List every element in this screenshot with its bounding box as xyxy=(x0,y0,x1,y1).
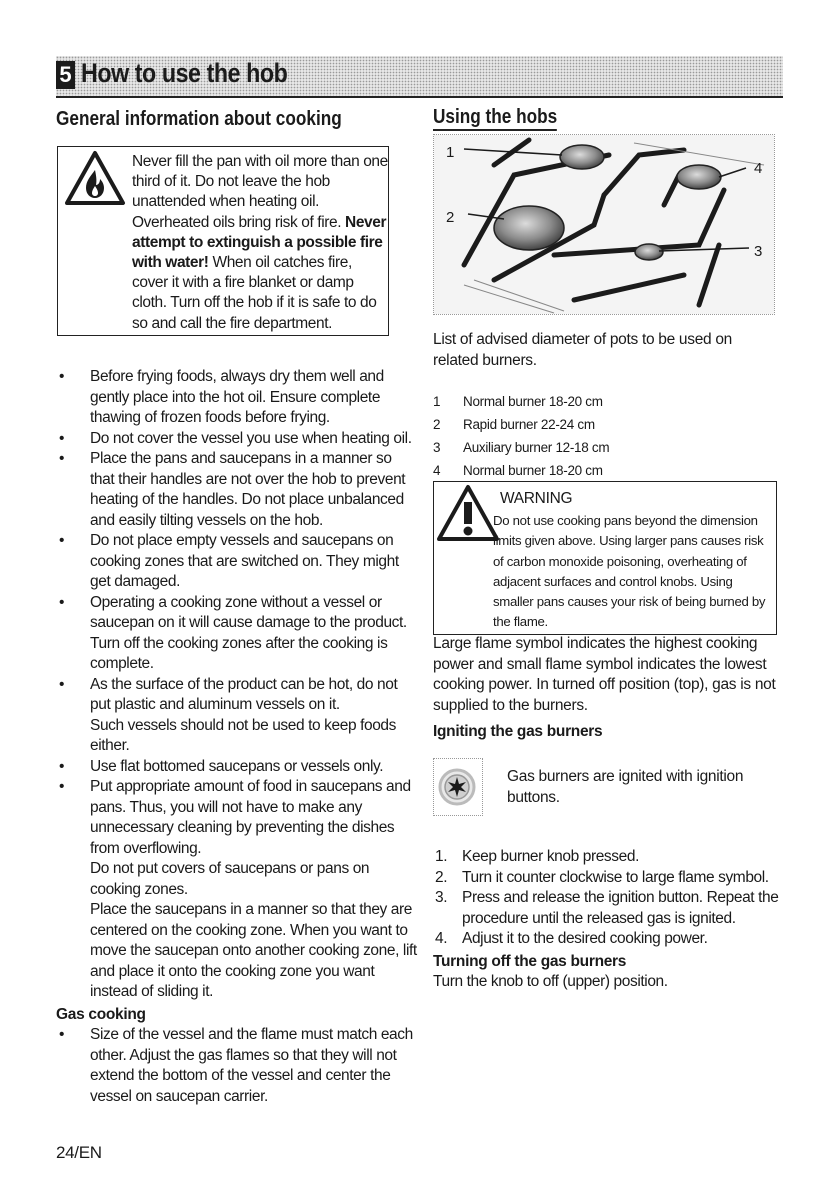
list-item: • Operating a cooking zone without a vessel or saucepan on it will cause damage to the product. Turn off the cooking zones after the cooking is complete. xyxy=(59,593,407,672)
section-title: How to use the hob xyxy=(81,58,288,88)
list-item: 4 Normal burner 18-20 cm xyxy=(433,463,603,478)
figure-label-2: 2 xyxy=(446,209,455,226)
list-item: • Do not cover the vessel you use when heating oil. xyxy=(59,429,412,447)
turning-off-text: Turn the knob to off (upper) position. xyxy=(433,973,668,990)
fire-warning-text-2: When oil catches fire, cover it with a fire blanket or damp cloth. Turn off the hob if it is safe to do so and call the fire department. xyxy=(132,254,377,332)
figure-label-1: 1 xyxy=(446,144,455,161)
warning-icon xyxy=(436,484,500,542)
warning-title: WARNING xyxy=(500,490,573,507)
list-item: • Do not place empty vessels and saucepans on cooking zones that are switched on. They might get damaged. xyxy=(59,532,399,590)
list-item: • Place the pans and saucepans in a manner so that their handles are not over the hob to prevent heating of the handles. Do not place unbalanced and easily tilting vessels on the hob. xyxy=(59,450,406,529)
fire-warning-box xyxy=(57,146,389,336)
list-item: • As the surface of the product can be hot, do not put plastic and aluminum vessels on it. Such vessels should not be used to keep foods either. xyxy=(56,675,418,757)
ignition-button-figure xyxy=(433,758,483,816)
ignition-spark-icon xyxy=(434,759,482,815)
left-bullet-column xyxy=(56,367,418,1107)
list-item: • Before frying foods, always dry them well and gently place into the hot oil. Ensure complete thawing of frozen foods before frying. xyxy=(59,368,384,426)
list-item: • Use flat bottomed saucepans or vessels only. xyxy=(59,757,384,775)
figure-label-4: 4 xyxy=(754,160,763,177)
turning-off-heading: Turning off the gas burners xyxy=(433,952,627,970)
fire-warning-text-1: Never fill the pan with oil more than one third of it. Do not leave the hob unattended when heating oil. Overheated oils bring risk of fire. xyxy=(132,153,388,231)
list-item: 3 Auxiliary burner 12-18 cm xyxy=(433,440,610,455)
gas-cooking-heading: Gas cooking xyxy=(56,1005,146,1023)
figure-label-3: 3 xyxy=(754,243,763,260)
list-item: 4. Adjust it to the desired cooking power. xyxy=(435,930,708,947)
list-item-extra: Such vessels should not be used to keep foods either. xyxy=(90,716,396,754)
list-item: 1 Normal burner 18-20 cm xyxy=(433,394,603,409)
section-number: 5 xyxy=(56,61,75,89)
section-header xyxy=(56,56,783,98)
list-item: • Size of the vessel and the flame must match each other. Adjust the gas flames so that they will not extend the bottom of the vessel and center the vessel on saucepan carrier. xyxy=(59,1026,413,1105)
list-item: 2 Rapid burner 22-24 cm xyxy=(433,417,595,432)
pot-list-intro-block xyxy=(433,330,779,371)
warning-text: Do not use cooking pans beyond the dimension limits given above. Using larger pans causes risk of carbon monoxide poisoning, overheating of adjacent surfaces and control knobs. Using smaller pans causes your risk of being burned by the flame. xyxy=(493,513,766,630)
list-item: 2. Turn it counter clockwise to large flame symbol. xyxy=(435,868,769,886)
list-item: 3. Press and release the ignition button. Repeat the procedure until the released gas is ignited. xyxy=(435,889,779,927)
hob-illustration xyxy=(434,135,774,314)
pot-list-intro: List of advised diameter of pots to be used on related burners. xyxy=(433,331,732,369)
gas-bullet-list xyxy=(56,1025,418,1107)
burner-list xyxy=(433,390,609,482)
list-item-extra: Do not put covers of saucepans or pans on cooking zones. xyxy=(90,860,370,898)
list-item: • Put appropriate amount of food in saucepans and pans. Thus, you will not have to make any unnecessary cleaning by preventing the dishes from overflowing. Do not put covers of saucepans or pans on cooking zones. Place the saucepans in a manner so that they are centered on the cooking zone. When you want to move the saucepan onto another cooking zone, lift and place it onto the cooking zone you want instead of sliding it. xyxy=(56,777,418,1003)
general-info-heading: General information about cooking xyxy=(56,108,342,130)
list-item-extra: Place the saucepans in a manner so that they are centered on the cooking zone. When you want to move the saucepan onto another cooking zone, lift and place it onto the cooking zone you want instead of sliding it. xyxy=(90,901,417,1000)
warning-box xyxy=(433,481,777,635)
flame-info-block xyxy=(433,634,779,743)
hob-figure xyxy=(433,134,775,315)
safety-bullet-list xyxy=(56,367,418,1003)
igniting-text: Gas burners are ignited with ignition buttons. xyxy=(507,768,744,806)
using-hobs-heading: Using the hobs xyxy=(433,106,557,131)
list-item: 1. Keep burner knob pressed. xyxy=(435,848,639,865)
igniting-heading: Igniting the gas burners xyxy=(433,723,603,740)
page-number: 24/EN xyxy=(56,1143,102,1162)
fire-warning-bold: Never attempt to extinguish a possible fire with water! xyxy=(132,213,387,272)
flame-info-text: Large flame symbol indicates the highest cooking power and small flame symbol indicates the lowest cooking power. In turned off position (top), gas is not supplied to the burners. xyxy=(433,635,776,714)
fire-warning-icon xyxy=(64,150,126,206)
ignition-steps xyxy=(433,847,779,993)
